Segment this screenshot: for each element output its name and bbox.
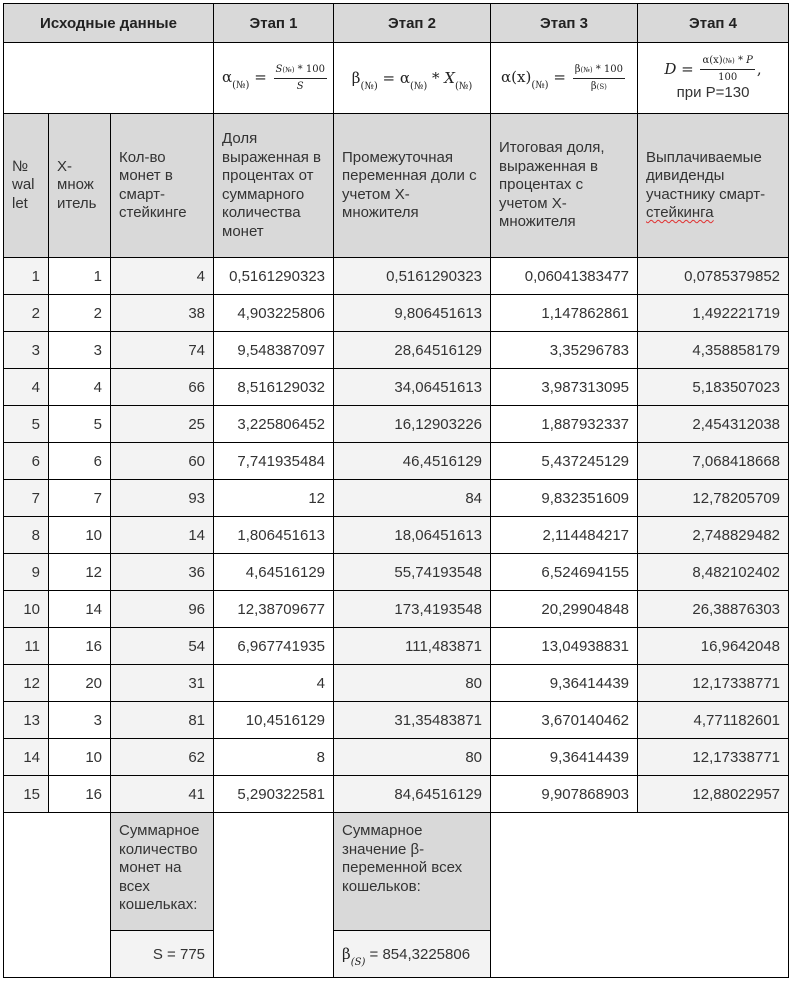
numerator-tail: * P	[737, 55, 753, 66]
cell-alpha-x[interactable]: 3,987313095	[491, 369, 638, 406]
dividend-calculation-table	[3, 3, 789, 978]
table-row	[4, 332, 789, 369]
cell-wallet-no[interactable]: 7	[4, 480, 49, 517]
cell-beta[interactable]: 34,06451613	[334, 369, 491, 406]
cell-dividend[interactable]: 8,482102402	[638, 554, 789, 591]
x-symbol: X	[444, 69, 455, 87]
cell-beta[interactable]: 84,64516129	[334, 776, 491, 813]
cell-alpha[interactable]: 3,225806452	[214, 406, 334, 443]
subscript: (№)	[282, 65, 295, 74]
denominator: S	[296, 80, 304, 92]
cell-alpha[interactable]: 4,64516129	[214, 554, 334, 591]
cell-x-multiplier[interactable]: 10	[49, 739, 111, 776]
beta-symbol: β	[342, 945, 351, 963]
cell-beta[interactable]: 28,64516129	[334, 332, 491, 369]
subscript: (№)	[360, 81, 378, 92]
summary-empty-right[interactable]	[491, 813, 789, 978]
cell-alpha[interactable]: 6,967741935	[214, 628, 334, 665]
cell-coins[interactable]: 31	[111, 665, 214, 702]
p-condition: при P=130	[676, 84, 750, 101]
cell-x-multiplier[interactable]: 4	[49, 369, 111, 406]
cell-coins[interactable]: 81	[111, 702, 214, 739]
summary-empty-left[interactable]	[4, 813, 111, 978]
cell-alpha-x[interactable]: 0,06041383477	[491, 258, 638, 295]
alpha-symbol: α	[399, 69, 410, 87]
summary-coins-value[interactable]: S = 775	[111, 931, 214, 978]
formula-stage-1[interactable]: $\alpha_{(№)}$ = $\frac{S(№) * 100}{S}$	[214, 43, 334, 114]
cell-alpha-x[interactable]: 2,114484217	[491, 517, 638, 554]
cell-beta[interactable]: 9,806451613	[334, 295, 491, 332]
subscript: (№)	[409, 81, 428, 92]
table-row	[4, 776, 789, 813]
table-row	[4, 517, 789, 554]
formula-row	[4, 43, 789, 114]
desc-coins[interactable]: Кол-во монет в смарт-стейкинге	[111, 114, 214, 258]
cell-alpha[interactable]: 8	[214, 739, 334, 776]
cell-wallet-no[interactable]: 5	[4, 406, 49, 443]
header-stage-3[interactable]: Этап 3	[491, 4, 638, 43]
cell-coins[interactable]: 41	[111, 776, 214, 813]
cell-x-multiplier[interactable]: 7	[49, 480, 111, 517]
cell-coins[interactable]: 14	[111, 517, 214, 554]
cell-wallet-no[interactable]: 13	[4, 702, 49, 739]
cell-x-multiplier[interactable]: 1	[49, 258, 111, 295]
cell-alpha-x[interactable]: 1,887932337	[491, 406, 638, 443]
multiply-operator: *	[432, 69, 440, 87]
alpha-symbol: α	[222, 68, 233, 86]
cell-beta[interactable]: 0,5161290323	[334, 258, 491, 295]
header-row	[4, 4, 789, 43]
subscript: (S)	[596, 82, 607, 91]
table-row	[4, 739, 789, 776]
cell-beta[interactable]: 55,74193548	[334, 554, 491, 591]
cell-wallet-no[interactable]: 4	[4, 369, 49, 406]
cell-beta[interactable]: 80	[334, 665, 491, 702]
numerator-symbol: S	[275, 63, 283, 75]
summary-beta-value[interactable]	[334, 931, 491, 978]
table-row	[4, 406, 789, 443]
summary-empty-stage-1[interactable]	[214, 813, 334, 978]
cell-x-multiplier[interactable]: 12	[49, 554, 111, 591]
subscript: (№)	[232, 80, 250, 91]
cell-dividend[interactable]: 1,492221719	[638, 295, 789, 332]
header-stage-2[interactable]: Этап 2	[334, 4, 491, 43]
cell-beta[interactable]: 18,06451613	[334, 517, 491, 554]
cell-dividend[interactable]: 2,748829482	[638, 517, 789, 554]
desc-stage-4[interactable]	[638, 114, 789, 258]
cell-coins[interactable]: 62	[111, 739, 214, 776]
cell-alpha-x[interactable]: 20,29904848	[491, 591, 638, 628]
summary-coins-label[interactable]: Суммарное количество монет на всех кошельках:	[111, 813, 214, 931]
cell-x-multiplier[interactable]: 10	[49, 517, 111, 554]
alpha-x-symbol: α(x)	[501, 68, 532, 86]
table-row	[4, 443, 789, 480]
table-row	[4, 702, 789, 739]
cell-x-multiplier[interactable]: 14	[49, 591, 111, 628]
header-stage-4[interactable]: Этап 4	[638, 4, 789, 43]
desc-x-multiplier[interactable]: X-множ итель	[49, 114, 111, 258]
cell-alpha[interactable]: 10,4516129	[214, 702, 334, 739]
cell-alpha-x[interactable]: 13,04938831	[491, 628, 638, 665]
cell-beta[interactable]: 80	[334, 739, 491, 776]
cell-alpha[interactable]: 9,548387097	[214, 332, 334, 369]
cell-alpha[interactable]: 12	[214, 480, 334, 517]
cell-wallet-no[interactable]: 11	[4, 628, 49, 665]
formula-empty-cell[interactable]	[4, 43, 214, 114]
fraction	[700, 55, 754, 84]
cell-dividend[interactable]: 26,38876303	[638, 591, 789, 628]
header-stage-1[interactable]: Этап 1	[214, 4, 334, 43]
desc-stage-2[interactable]: Промежуточная переменная доли с учетом X-множителя	[334, 114, 491, 258]
header-source-data[interactable]: Исходные данные	[4, 4, 214, 43]
cell-wallet-no[interactable]: 10	[4, 591, 49, 628]
cell-alpha-x[interactable]: 9,832351609	[491, 480, 638, 517]
formula-stage-3[interactable]: $\alpha(x)_{(№)}$ = $\frac{\beta(№) * 100}{\beta(S)}$	[491, 43, 638, 114]
description-row	[4, 114, 789, 258]
table-row	[4, 258, 789, 295]
cell-dividend[interactable]: 12,17338771	[638, 665, 789, 702]
numerator-tail: * 100	[297, 63, 325, 75]
fraction	[274, 64, 327, 93]
cell-alpha[interactable]: 7,741935484	[214, 443, 334, 480]
denominator: 100	[718, 72, 738, 83]
cell-wallet-no[interactable]: 6	[4, 443, 49, 480]
cell-coins[interactable]: 96	[111, 591, 214, 628]
formula-stage-2[interactable]: $\beta_{(№)} = \alpha_{(№)} * X_{(№)}$	[334, 43, 491, 114]
cell-alpha[interactable]: 12,38709677	[214, 591, 334, 628]
cell-coins[interactable]: 74	[111, 332, 214, 369]
cell-beta[interactable]: 84	[334, 480, 491, 517]
cell-coins[interactable]: 66	[111, 369, 214, 406]
cell-x-multiplier[interactable]: 16	[49, 776, 111, 813]
cell-coins[interactable]: 25	[111, 406, 214, 443]
cell-alpha[interactable]: 5,290322581	[214, 776, 334, 813]
table-row	[4, 554, 789, 591]
desc-stage-3[interactable]: Итоговая доля, выраженная в процентах с учетом X-множителя	[491, 114, 638, 258]
cell-wallet-no[interactable]: 3	[4, 332, 49, 369]
cell-beta[interactable]: 16,12903226	[334, 406, 491, 443]
numerator-symbol: β	[574, 63, 581, 75]
cell-alpha-x[interactable]: 9,907868903	[491, 776, 638, 813]
cell-wallet-no[interactable]: 1	[4, 258, 49, 295]
table-row	[4, 480, 789, 517]
cell-wallet-no[interactable]: 14	[4, 739, 49, 776]
desc-text: Выплачиваемые дивиденды участнику смарт-	[646, 148, 766, 203]
cell-coins[interactable]: 36	[111, 554, 214, 591]
cell-beta[interactable]: 46,4516129	[334, 443, 491, 480]
cell-coins[interactable]: 4	[111, 258, 214, 295]
cell-coins[interactable]: 54	[111, 628, 214, 665]
table-row	[4, 295, 789, 332]
cell-beta[interactable]: 173,4193548	[334, 591, 491, 628]
cell-beta[interactable]: 111,483871	[334, 628, 491, 665]
fraction	[573, 64, 625, 93]
cell-x-multiplier[interactable]: 6	[49, 443, 111, 480]
summary-label-row	[4, 813, 789, 931]
subscript: (№)	[580, 65, 593, 74]
cell-x-multiplier[interactable]: 3	[49, 332, 111, 369]
cell-x-multiplier[interactable]: 20	[49, 665, 111, 702]
cell-alpha-x[interactable]: 3,670140462	[491, 702, 638, 739]
desc-wallet-no[interactable]: № wal let	[4, 114, 49, 258]
cell-dividend[interactable]: 0,0785379852	[638, 258, 789, 295]
cell-dividend[interactable]: 7,068418668	[638, 443, 789, 480]
cell-wallet-no[interactable]: 8	[4, 517, 49, 554]
spellcheck-underlined-word[interactable]: стейкинга	[646, 204, 714, 221]
table-row	[4, 628, 789, 665]
table-row	[4, 665, 789, 702]
cell-alpha-x[interactable]: 3,35296783	[491, 332, 638, 369]
cell-dividend[interactable]: 12,17338771	[638, 739, 789, 776]
d-symbol: D	[664, 59, 677, 78]
cell-dividend[interactable]: 12,88022957	[638, 776, 789, 813]
cell-wallet-no[interactable]: 15	[4, 776, 49, 813]
desc-stage-1[interactable]: Доля выраженная в процентах от суммарного количества монет	[214, 114, 334, 258]
summary-beta-label[interactable]: Суммарное значение β-переменной всех кошельков:	[334, 813, 491, 931]
numerator-tail: * 100	[595, 63, 624, 75]
subscript: (№)	[531, 80, 549, 91]
subscript: (№)	[722, 57, 735, 65]
cell-coins[interactable]: 38	[111, 295, 214, 332]
cell-alpha-x[interactable]: 9,36414439	[491, 739, 638, 776]
formula-stage-4[interactable]: D = $\frac{\alpha(x)(№) * P}{100}$ , при P=130	[638, 43, 789, 114]
cell-dividend[interactable]: 5,183507023	[638, 369, 789, 406]
cell-alpha-x[interactable]: 9,36414439	[491, 665, 638, 702]
cell-coins[interactable]: 60	[111, 443, 214, 480]
subscript: (№)	[454, 81, 473, 92]
cell-wallet-no[interactable]: 2	[4, 295, 49, 332]
cell-alpha[interactable]: 4	[214, 665, 334, 702]
cell-alpha[interactable]: 0,5161290323	[214, 258, 334, 295]
cell-x-multiplier[interactable]: 16	[49, 628, 111, 665]
cell-dividend[interactable]: 4,358858179	[638, 332, 789, 369]
cell-dividend[interactable]: 12,78205709	[638, 480, 789, 517]
table-row	[4, 591, 789, 628]
cell-alpha[interactable]: 1,806451613	[214, 517, 334, 554]
denominator: β	[590, 80, 597, 92]
subscript: (S)	[350, 957, 366, 968]
beta-symbol: β	[351, 69, 361, 87]
numerator-symbol: α(x)	[702, 55, 723, 66]
cell-wallet-no[interactable]: 9	[4, 554, 49, 591]
table-row	[4, 369, 789, 406]
cell-x-multiplier[interactable]: 3	[49, 702, 111, 739]
cell-alpha-x[interactable]: 6,524694155	[491, 554, 638, 591]
cell-alpha[interactable]: 4,903225806	[214, 295, 334, 332]
data-rows	[4, 258, 789, 813]
cell-dividend[interactable]: 4,771182601	[638, 702, 789, 739]
cell-alpha-x[interactable]: 1,147862861	[491, 295, 638, 332]
cell-alpha-x[interactable]: 5,437245129	[491, 443, 638, 480]
cell-coins[interactable]: 93	[111, 480, 214, 517]
beta-sum-value: = 854,3225806	[369, 946, 471, 963]
cell-alpha[interactable]: 8,516129032	[214, 369, 334, 406]
cell-x-multiplier[interactable]: 5	[49, 406, 111, 443]
cell-dividend[interactable]: 2,454312038	[638, 406, 789, 443]
cell-dividend[interactable]: 16,9642048	[638, 628, 789, 665]
cell-wallet-no[interactable]: 12	[4, 665, 49, 702]
cell-beta[interactable]: 31,35483871	[334, 702, 491, 739]
cell-x-multiplier[interactable]: 2	[49, 295, 111, 332]
